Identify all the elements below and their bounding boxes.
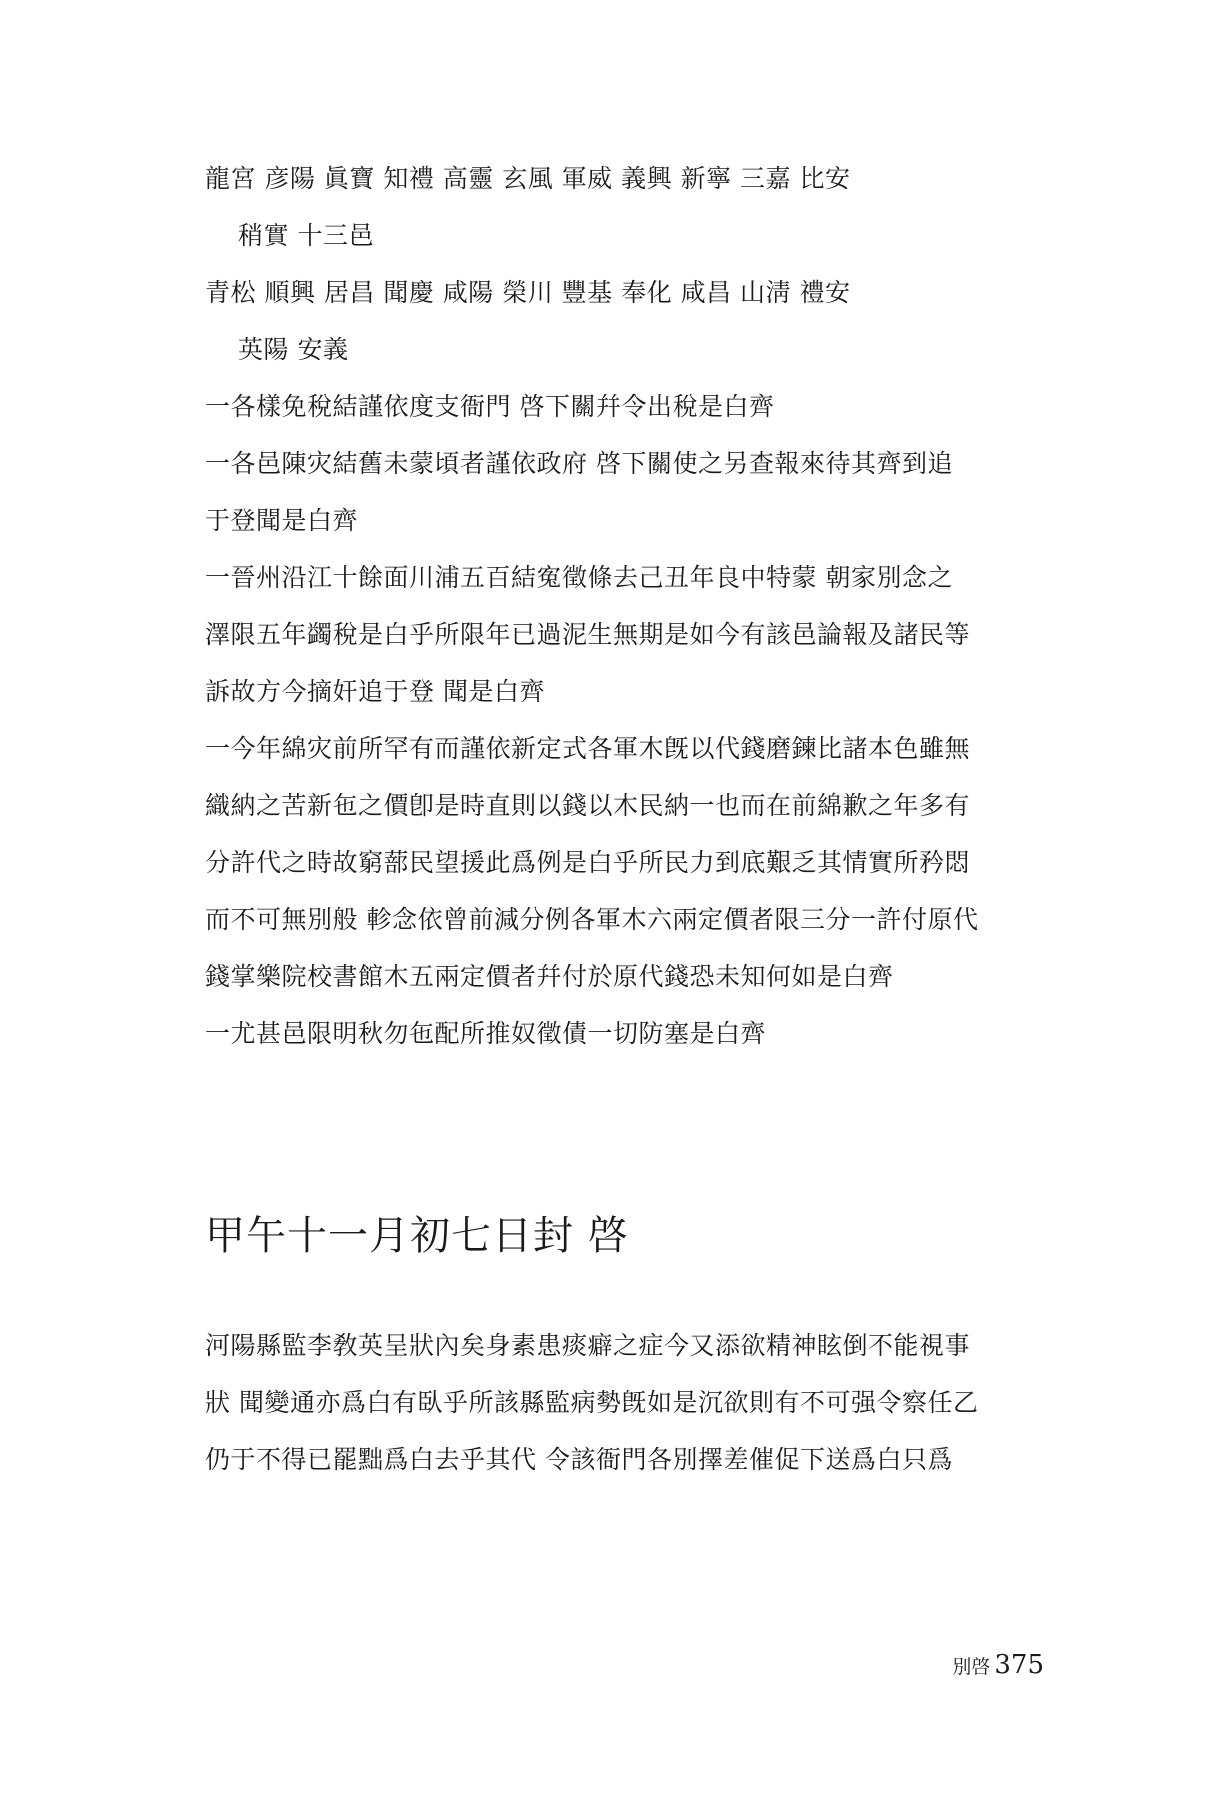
text-line: 錢掌樂院校書館木五兩定價者幷付於原代錢恐未知何如是白齊 xyxy=(205,962,894,991)
page-number: 375 xyxy=(994,1650,1044,1680)
running-title: 別啓 xyxy=(952,1656,991,1678)
text-line: 狀 聞變通亦爲白有臥乎所該縣監病勢旣如是沉欲則有不可强令察任乙 xyxy=(205,1388,979,1417)
text-line: 河陽縣監李敎英呈狀內矣身素患痰癖之症今又添欲精神眩倒不能視事 xyxy=(205,1331,971,1360)
text-line: 一尤甚邑限明秋勿㐌配所推奴徵債一切防塞是白齊 xyxy=(205,1019,767,1048)
report-text-block xyxy=(205,1317,1045,1488)
text-line: 澤限五年蠲稅是白乎所限年已過泥生無期是如今有該邑論報及諸民等 xyxy=(205,620,971,649)
text-line: 訴故方今摘奸追于登 聞是白齊 xyxy=(205,677,545,706)
town-list-continuation: 稍實 十三邑 xyxy=(238,221,374,250)
text-line: 而不可無別般 軫念依曾前減分例各軍木六兩定價者限三分一許付原代 xyxy=(205,905,979,934)
text-line: 一今年綿灾前所罕有而謹依新定式各軍木旣以代錢磨鍊比諸本色雖無 xyxy=(205,734,971,763)
text-line: 一各邑陳灾結舊未蒙頃者謹依政府 啓下關使之另查報來待其齊到追 xyxy=(205,449,953,478)
text-line: 仍于不得已罷黜爲白去乎其代 令該衙門各別擇差催促下送爲白只爲 xyxy=(205,1445,953,1474)
town-list-continuation: 英陽 安義 xyxy=(238,335,349,364)
text-line: 一晉州沿江十餘面川浦五百結寃徵條去己丑年良中特蒙 朝家別念之 xyxy=(205,563,953,592)
text-line: 分許代之時故窮蔀民望援此爲例是白乎所民力到底艱乏其情實所矜悶 xyxy=(205,848,971,877)
page-footer xyxy=(952,1650,1044,1680)
section-heading: 甲午十一月初七日封 啓 xyxy=(205,1213,629,1259)
text-line: 于登聞是白齊 xyxy=(205,506,359,535)
upper-text-block xyxy=(205,150,1045,1062)
town-list-line: 龍宮 彦陽 眞寶 知禮 高靈 玄風 軍威 義興 新寧 三嘉 比安 xyxy=(205,164,851,193)
text-line: 一各樣免稅結謹依度支衙門 啓下關幷令出稅是白齊 xyxy=(205,392,775,421)
town-list-line: 青松 順興 居昌 聞慶 咸陽 榮川 豐基 奉化 咸昌 山淸 禮安 xyxy=(205,278,851,307)
text-line: 織納之苦新㐌之價卽是時直則以錢以木民納一也而在前綿歉之年多有 xyxy=(205,791,971,820)
